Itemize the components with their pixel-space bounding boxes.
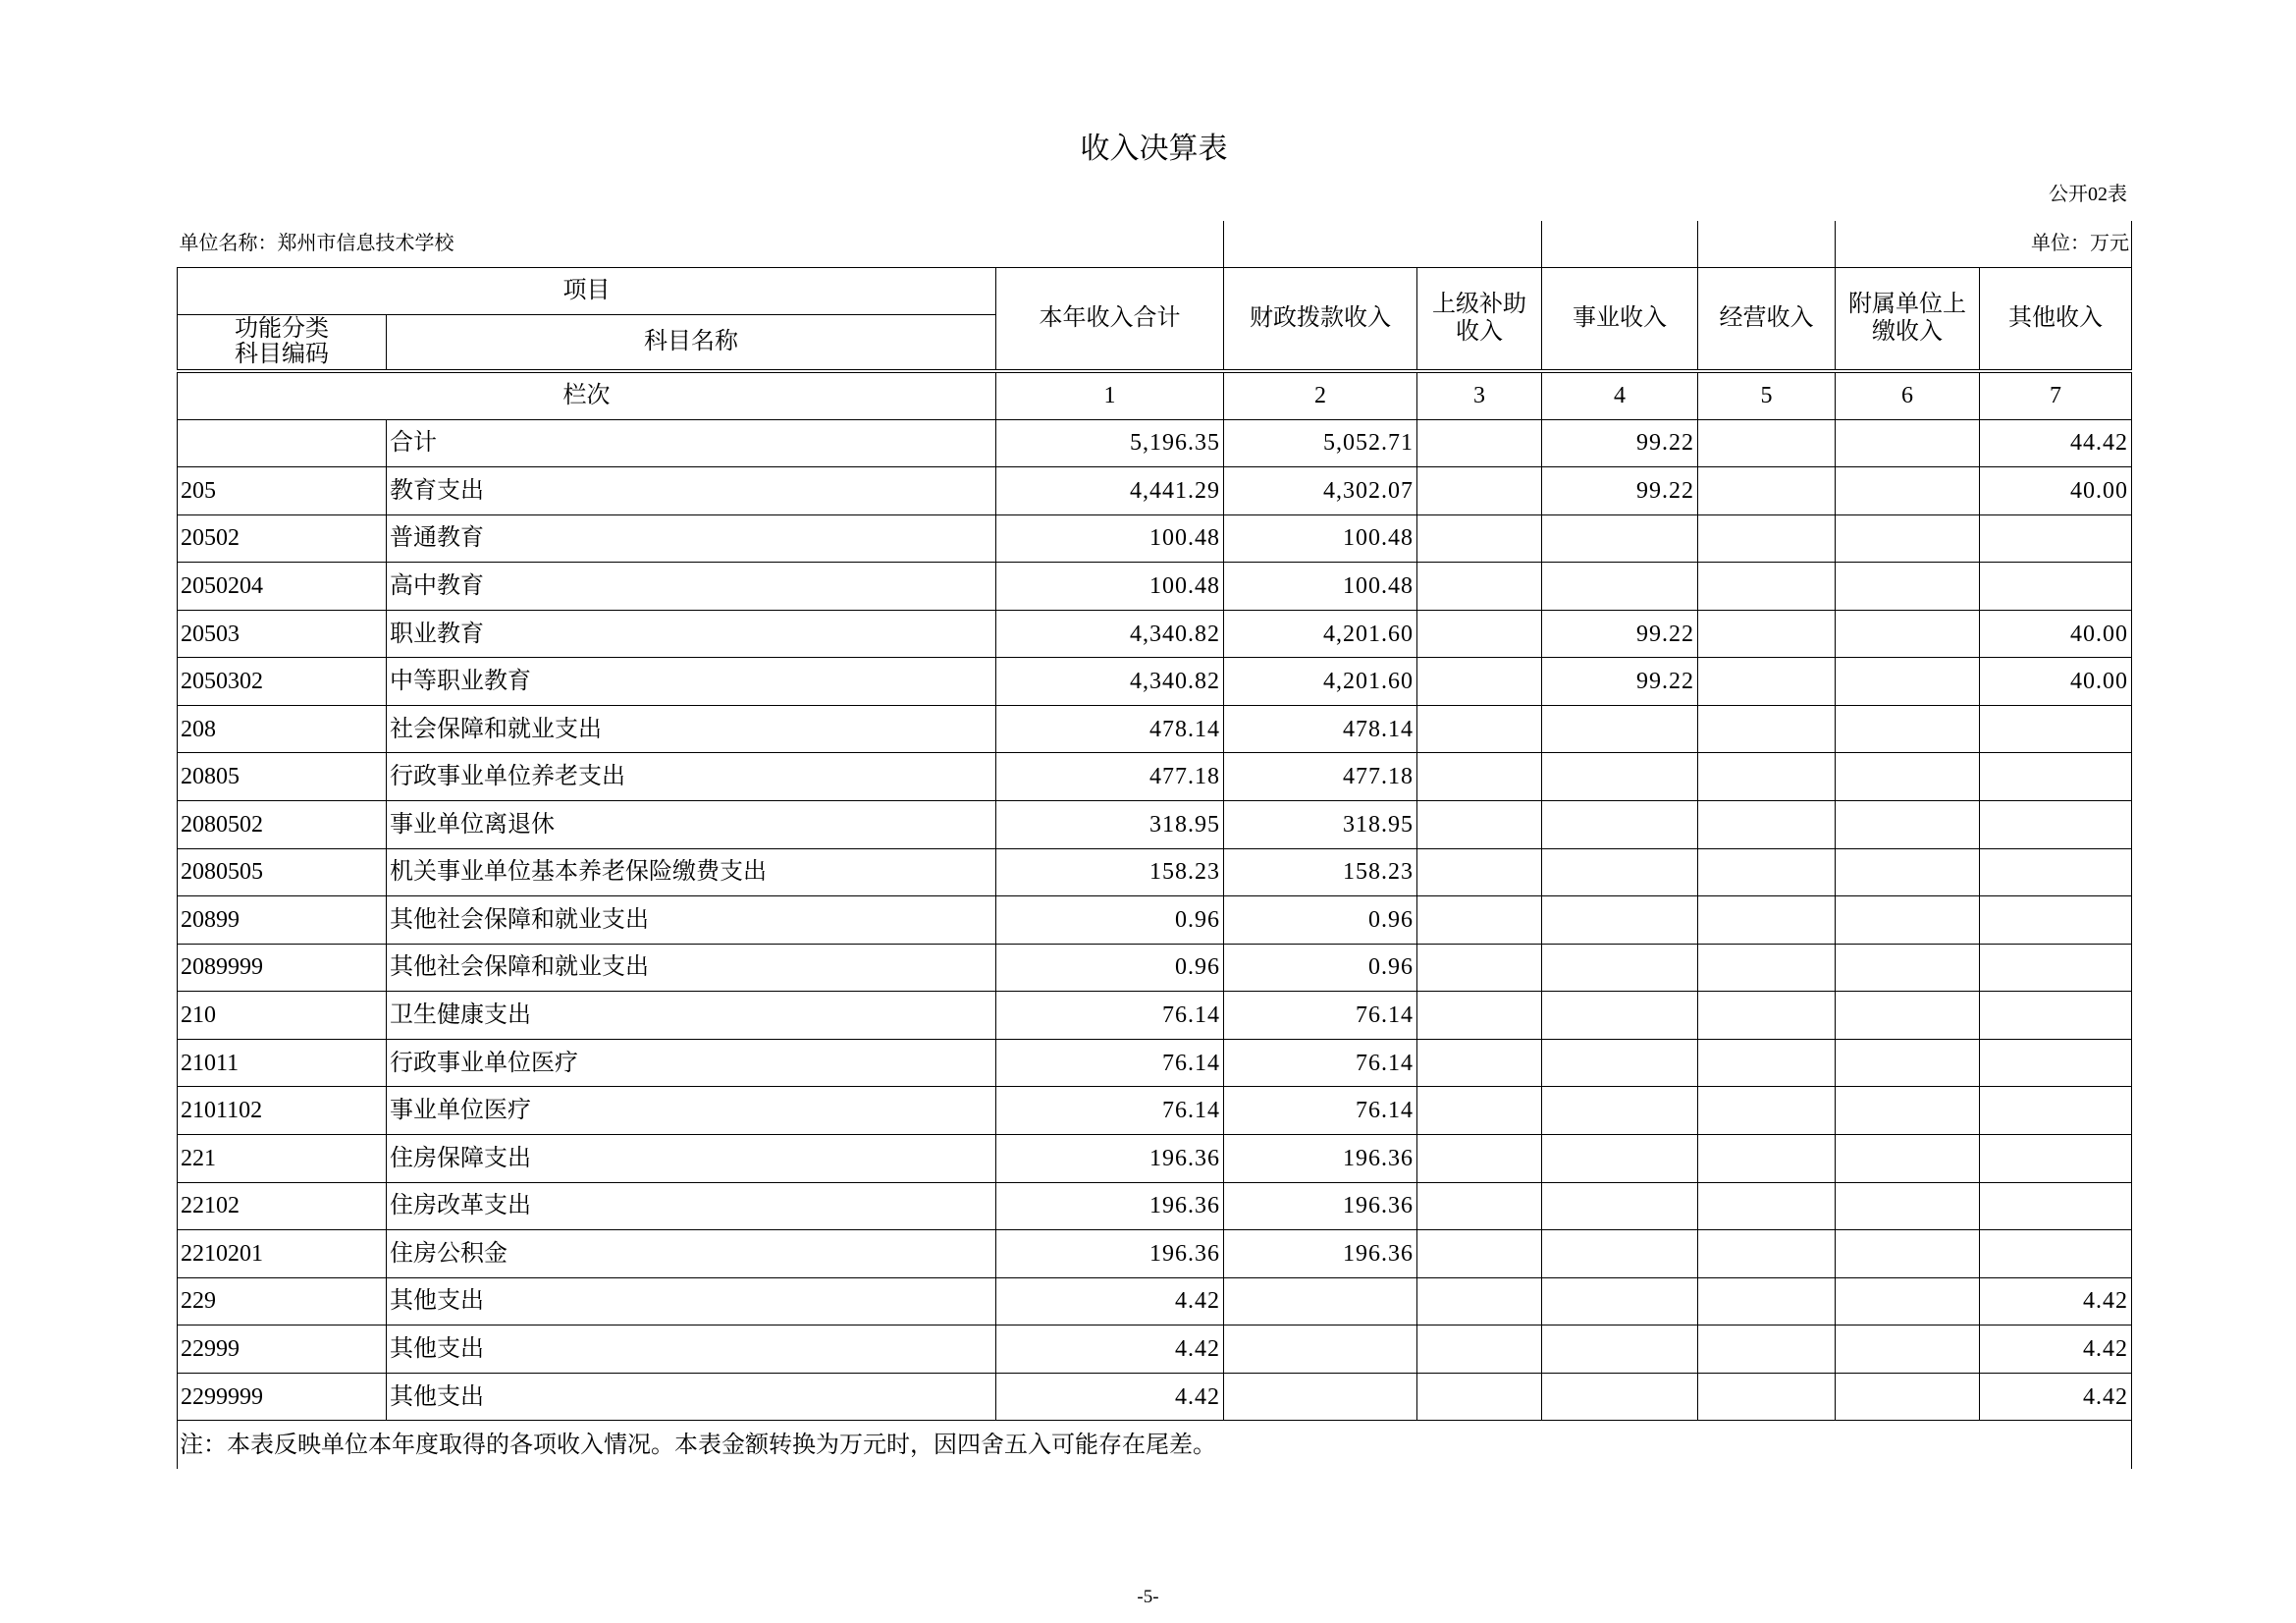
total-income-cell: 76.14 [996, 1039, 1224, 1087]
subject-code-cell: 2050204 [178, 563, 387, 611]
business-income-cell [1542, 1039, 1698, 1087]
subject-code-cell: 2089999 [178, 944, 387, 992]
superior-subsidy-cell [1417, 1087, 1542, 1135]
total-income-cell: 158.23 [996, 848, 1224, 896]
blank-cell [1224, 221, 1542, 267]
note-row [178, 1421, 2132, 1469]
subject-name-cell: 普通教育 [387, 514, 996, 563]
affiliated-unit-income-cell [1836, 563, 1980, 611]
operating-income-cell [1698, 610, 1836, 658]
operating-income-cell [1698, 1182, 1836, 1230]
other-income-cell [1980, 1134, 2132, 1182]
header-fiscal-appropriation [1224, 267, 1417, 371]
operating-income-cell [1698, 896, 1836, 945]
column-number: 6 [1836, 371, 1980, 419]
other-income-cell [1980, 1039, 2132, 1087]
table-row [178, 705, 2132, 753]
subject-code-cell: 20503 [178, 610, 387, 658]
table-row [178, 848, 2132, 896]
table-row [178, 1230, 2132, 1278]
header-line: 事业收入 [1573, 305, 1668, 332]
other-income-cell: 40.00 [1980, 467, 2132, 515]
superior-subsidy-cell [1417, 658, 1542, 706]
other-income-cell [1980, 753, 2132, 801]
header-other-income [1980, 267, 2132, 371]
header-line: 缴收入 [1872, 319, 1944, 346]
header-project: 项目 [178, 267, 996, 314]
total-income-cell: 0.96 [996, 896, 1224, 945]
operating-income-cell [1698, 1039, 1836, 1087]
total-income-cell: 76.14 [996, 992, 1224, 1040]
unit-name: 单位名称：郑州市信息技术学校 [178, 221, 1224, 267]
other-income-cell [1980, 1230, 2132, 1278]
operating-income-cell [1698, 944, 1836, 992]
subject-name-cell: 高中教育 [387, 563, 996, 611]
header-affiliated-unit-income [1836, 267, 1980, 371]
total-income-cell: 318.95 [996, 801, 1224, 849]
business-income-cell [1542, 705, 1698, 753]
income-final-accounts-table [177, 221, 2132, 1469]
header-superior-subsidy [1417, 267, 1542, 371]
subject-code-cell: 2080502 [178, 801, 387, 849]
table-row [178, 1087, 2132, 1135]
table-footer [178, 1421, 2132, 1469]
table-header [178, 221, 2132, 419]
subject-name-cell: 其他社会保障和就业支出 [387, 896, 996, 945]
subject-code-cell: 22102 [178, 1182, 387, 1230]
affiliated-unit-income-cell [1836, 1087, 1980, 1135]
footnote: 注：本表反映单位本年度取得的各项收入情况。本表金额转换为万元时，因四舍五入可能存在尾差。 [178, 1421, 2132, 1469]
affiliated-unit-income-cell [1836, 992, 1980, 1040]
subject-name-cell: 其他社会保障和就业支出 [387, 944, 996, 992]
affiliated-unit-income-cell [1836, 1277, 1980, 1325]
fiscal-appropriation-cell [1224, 1373, 1417, 1421]
total-income-cell: 0.96 [996, 944, 1224, 992]
fiscal-appropriation-cell: 4,302.07 [1224, 467, 1417, 515]
fiscal-appropriation-cell: 76.14 [1224, 1087, 1417, 1135]
header-line: 收入 [1456, 319, 1504, 346]
business-income-cell: 99.22 [1542, 610, 1698, 658]
operating-income-cell [1698, 801, 1836, 849]
total-income-cell: 4,340.82 [996, 658, 1224, 706]
business-income-cell [1542, 801, 1698, 849]
other-income-cell [1980, 1087, 2132, 1135]
header-subject-name: 科目名称 [387, 314, 996, 371]
affiliated-unit-income-cell [1836, 419, 1980, 467]
subject-name-cell: 职业教育 [387, 610, 996, 658]
table-row [178, 1325, 2132, 1374]
superior-subsidy-cell [1417, 896, 1542, 945]
affiliated-unit-income-cell [1836, 705, 1980, 753]
other-income-cell [1980, 563, 2132, 611]
other-income-cell: 40.00 [1980, 658, 2132, 706]
blank-cell [1542, 221, 1698, 267]
table-row [178, 610, 2132, 658]
currency-unit: 单位：万元 [1836, 221, 2132, 267]
total-income-cell: 477.18 [996, 753, 1224, 801]
total-income-cell: 196.36 [996, 1230, 1224, 1278]
superior-subsidy-cell [1417, 705, 1542, 753]
business-income-cell [1542, 992, 1698, 1040]
fiscal-appropriation-cell: 158.23 [1224, 848, 1417, 896]
total-income-cell: 4.42 [996, 1325, 1224, 1374]
business-income-cell [1542, 1182, 1698, 1230]
table-row [178, 753, 2132, 801]
table-row [178, 1277, 2132, 1325]
column-number: 7 [1980, 371, 2132, 419]
affiliated-unit-income-cell [1836, 801, 1980, 849]
subject-name-cell: 机关事业单位基本养老保险缴费支出 [387, 848, 996, 896]
superior-subsidy-cell [1417, 419, 1542, 467]
fiscal-appropriation-cell [1224, 1277, 1417, 1325]
business-income-cell: 99.22 [1542, 419, 1698, 467]
subject-code-cell: 2050302 [178, 658, 387, 706]
fiscal-appropriation-cell: 0.96 [1224, 896, 1417, 945]
fiscal-appropriation-cell: 4,201.60 [1224, 610, 1417, 658]
business-income-cell [1542, 1230, 1698, 1278]
subject-name-cell: 事业单位医疗 [387, 1087, 996, 1135]
other-income-cell [1980, 514, 2132, 563]
subject-code-cell: 2210201 [178, 1230, 387, 1278]
table-row [178, 1039, 2132, 1087]
header-total-income [996, 267, 1224, 371]
other-income-cell [1980, 705, 2132, 753]
subject-name-cell: 行政事业单位养老支出 [387, 753, 996, 801]
table-body [178, 419, 2132, 1421]
table-row [178, 992, 2132, 1040]
operating-income-cell [1698, 705, 1836, 753]
subject-code-cell: 2101102 [178, 1087, 387, 1135]
affiliated-unit-income-cell [1836, 610, 1980, 658]
subject-name-cell: 卫生健康支出 [387, 992, 996, 1040]
business-income-cell: 99.22 [1542, 467, 1698, 515]
subject-name-cell: 其他支出 [387, 1277, 996, 1325]
business-income-cell [1542, 896, 1698, 945]
total-income-cell: 196.36 [996, 1182, 1224, 1230]
operating-income-cell [1698, 753, 1836, 801]
header-line: 经营收入 [1719, 305, 1814, 332]
unit-info-row [178, 221, 2132, 267]
other-income-cell [1980, 848, 2132, 896]
other-income-cell: 4.42 [1980, 1277, 2132, 1325]
header-line: 本年收入合计 [1039, 305, 1181, 332]
operating-income-cell [1698, 419, 1836, 467]
subject-name-cell: 事业单位离退休 [387, 801, 996, 849]
business-income-cell [1542, 563, 1698, 611]
table-row [178, 944, 2132, 992]
superior-subsidy-cell [1417, 1134, 1542, 1182]
superior-subsidy-cell [1417, 848, 1542, 896]
column-number-row [178, 371, 2132, 419]
subject-name-cell: 教育支出 [387, 467, 996, 515]
header-subject-code [178, 314, 387, 371]
operating-income-cell [1698, 514, 1836, 563]
other-income-cell [1980, 992, 2132, 1040]
fiscal-appropriation-cell: 4,201.60 [1224, 658, 1417, 706]
blank-cell [1698, 221, 1836, 267]
affiliated-unit-income-cell [1836, 1134, 1980, 1182]
operating-income-cell [1698, 1134, 1836, 1182]
affiliated-unit-income-cell [1836, 1039, 1980, 1087]
subject-name-cell: 中等职业教育 [387, 658, 996, 706]
affiliated-unit-income-cell [1836, 1182, 1980, 1230]
affiliated-unit-income-cell [1836, 514, 1980, 563]
fiscal-appropriation-cell: 196.36 [1224, 1230, 1417, 1278]
subject-code-cell: 229 [178, 1277, 387, 1325]
business-income-cell [1542, 944, 1698, 992]
business-income-cell [1542, 1325, 1698, 1374]
fiscal-appropriation-cell: 0.96 [1224, 944, 1417, 992]
total-income-cell: 76.14 [996, 1087, 1224, 1135]
table-row [178, 563, 2132, 611]
subject-code-cell: 205 [178, 467, 387, 515]
header-line: 附属单位上 [1848, 292, 1967, 318]
header-line: 功能分类 [235, 316, 329, 343]
superior-subsidy-cell [1417, 992, 1542, 1040]
business-income-cell [1542, 1373, 1698, 1421]
table-row [178, 801, 2132, 849]
superior-subsidy-cell [1417, 467, 1542, 515]
subject-code-cell: 221 [178, 1134, 387, 1182]
subject-name-cell: 合计 [387, 419, 996, 467]
subject-code-cell: 2299999 [178, 1373, 387, 1421]
subject-code-cell: 22999 [178, 1325, 387, 1374]
subject-name-cell: 住房改革支出 [387, 1182, 996, 1230]
affiliated-unit-income-cell [1836, 1373, 1980, 1421]
subject-code-cell: 20805 [178, 753, 387, 801]
operating-income-cell [1698, 467, 1836, 515]
table-row [178, 1182, 2132, 1230]
operating-income-cell [1698, 992, 1836, 1040]
business-income-cell [1542, 1277, 1698, 1325]
page-title: 收入决算表 [1080, 133, 1228, 165]
business-income-cell [1542, 1087, 1698, 1135]
affiliated-unit-income-cell [1836, 467, 1980, 515]
subject-code-cell: 20899 [178, 896, 387, 945]
superior-subsidy-cell [1417, 753, 1542, 801]
total-income-cell: 4.42 [996, 1277, 1224, 1325]
total-income-cell: 196.36 [996, 1134, 1224, 1182]
subject-code-cell: 208 [178, 705, 387, 753]
operating-income-cell [1698, 848, 1836, 896]
business-income-cell [1542, 753, 1698, 801]
column-number-label: 栏次 [178, 371, 996, 419]
affiliated-unit-income-cell [1836, 848, 1980, 896]
business-income-cell: 99.22 [1542, 658, 1698, 706]
subject-name-cell: 社会保障和就业支出 [387, 705, 996, 753]
operating-income-cell [1698, 1087, 1836, 1135]
other-income-cell [1980, 896, 2132, 945]
table-row [178, 467, 2132, 515]
other-income-cell [1980, 1182, 2132, 1230]
column-number: 1 [996, 371, 1224, 419]
superior-subsidy-cell [1417, 1039, 1542, 1087]
table-row [178, 658, 2132, 706]
superior-subsidy-cell [1417, 1230, 1542, 1278]
affiliated-unit-income-cell [1836, 753, 1980, 801]
affiliated-unit-income-cell [1836, 1325, 1980, 1374]
total-income-cell: 478.14 [996, 705, 1224, 753]
header-line: 财政拨款收入 [1250, 305, 1392, 332]
subject-code-cell [178, 419, 387, 467]
subject-name-cell: 住房保障支出 [387, 1134, 996, 1182]
operating-income-cell [1698, 1325, 1836, 1374]
operating-income-cell [1698, 1230, 1836, 1278]
superior-subsidy-cell [1417, 944, 1542, 992]
superior-subsidy-cell [1417, 610, 1542, 658]
subject-code-cell: 2080505 [178, 848, 387, 896]
operating-income-cell [1698, 563, 1836, 611]
total-income-cell: 4.42 [996, 1373, 1224, 1421]
operating-income-cell [1698, 1277, 1836, 1325]
table-row [178, 419, 2132, 467]
business-income-cell [1542, 848, 1698, 896]
superior-subsidy-cell [1417, 514, 1542, 563]
header-business-income [1542, 267, 1698, 371]
operating-income-cell [1698, 658, 1836, 706]
column-number: 5 [1698, 371, 1836, 419]
business-income-cell [1542, 1134, 1698, 1182]
header-operating-income [1698, 267, 1836, 371]
subject-code-cell: 20502 [178, 514, 387, 563]
table-row [178, 514, 2132, 563]
subject-name-cell: 行政事业单位医疗 [387, 1039, 996, 1087]
fiscal-appropriation-cell: 76.14 [1224, 1039, 1417, 1087]
subject-code-cell: 210 [178, 992, 387, 1040]
total-income-cell: 4,340.82 [996, 610, 1224, 658]
total-income-cell: 100.48 [996, 563, 1224, 611]
business-income-cell [1542, 514, 1698, 563]
total-income-cell: 100.48 [996, 514, 1224, 563]
other-income-cell: 44.42 [1980, 419, 2132, 467]
fiscal-appropriation-cell: 100.48 [1224, 514, 1417, 563]
header-line: 其他收入 [2008, 305, 2104, 332]
other-income-cell: 40.00 [1980, 610, 2132, 658]
fiscal-appropriation-cell: 100.48 [1224, 563, 1417, 611]
fiscal-appropriation-cell: 478.14 [1224, 705, 1417, 753]
subject-name-cell: 住房公积金 [387, 1230, 996, 1278]
other-income-cell [1980, 944, 2132, 992]
header-line: 科目编码 [235, 342, 329, 368]
other-income-cell: 4.42 [1980, 1373, 2132, 1421]
header-line: 上级补助 [1432, 292, 1527, 318]
superior-subsidy-cell [1417, 801, 1542, 849]
header-row [178, 267, 2132, 314]
fiscal-appropriation-cell: 196.36 [1224, 1182, 1417, 1230]
total-income-cell: 4,441.29 [996, 467, 1224, 515]
total-income-cell: 5,196.35 [996, 419, 1224, 467]
table-number: 公开02表 [2049, 184, 2127, 205]
column-number: 3 [1417, 371, 1542, 419]
fiscal-appropriation-cell: 76.14 [1224, 992, 1417, 1040]
fiscal-appropriation-cell [1224, 1325, 1417, 1374]
affiliated-unit-income-cell [1836, 896, 1980, 945]
fiscal-appropriation-cell: 5,052.71 [1224, 419, 1417, 467]
other-income-cell [1980, 801, 2132, 849]
column-number: 2 [1224, 371, 1417, 419]
superior-subsidy-cell [1417, 563, 1542, 611]
affiliated-unit-income-cell [1836, 1230, 1980, 1278]
operating-income-cell [1698, 1373, 1836, 1421]
table-row [178, 1134, 2132, 1182]
affiliated-unit-income-cell [1836, 658, 1980, 706]
superior-subsidy-cell [1417, 1325, 1542, 1374]
table-row [178, 1373, 2132, 1421]
subject-name-cell: 其他支出 [387, 1373, 996, 1421]
other-income-cell: 4.42 [1980, 1325, 2132, 1374]
superior-subsidy-cell [1417, 1277, 1542, 1325]
affiliated-unit-income-cell [1836, 944, 1980, 992]
subject-name-cell: 其他支出 [387, 1325, 996, 1374]
fiscal-appropriation-cell: 196.36 [1224, 1134, 1417, 1182]
subject-code-cell: 21011 [178, 1039, 387, 1087]
page-number: -5- [1137, 1587, 1159, 1607]
superior-subsidy-cell [1417, 1182, 1542, 1230]
fiscal-appropriation-cell: 477.18 [1224, 753, 1417, 801]
column-number: 4 [1542, 371, 1698, 419]
table-row [178, 896, 2132, 945]
superior-subsidy-cell [1417, 1373, 1542, 1421]
fiscal-appropriation-cell: 318.95 [1224, 801, 1417, 849]
